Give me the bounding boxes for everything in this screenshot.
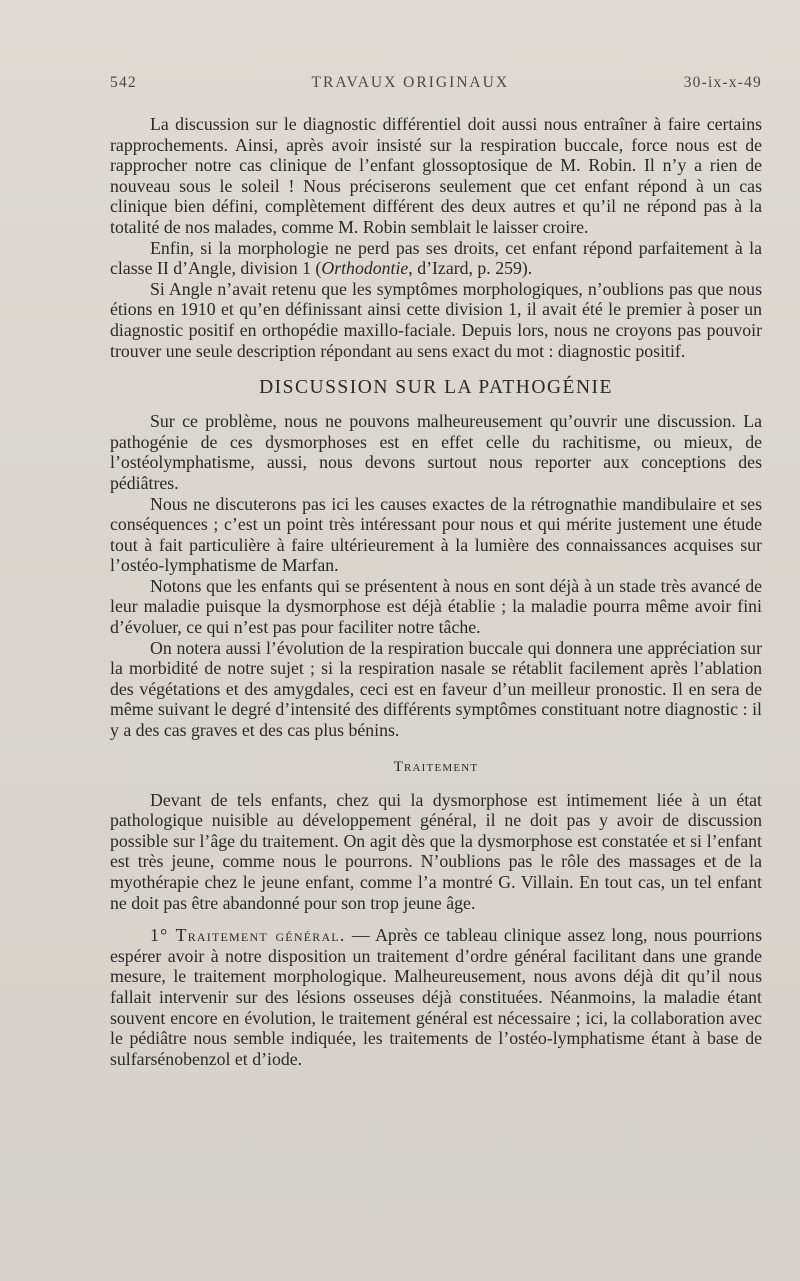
paragraph-pathogenie-2: Nous ne discuterons pas ici les causes exactes de la rétrognathie mandibulaire et ses conséquences ; c’est un point très intéressant pour nous et qui mérite justement une étude tout à fait particulière à faire ultérieurement à la lumière des connaissances acquises sur l’ostéo-lymphatisme de Marfan. xyxy=(110,493,762,576)
paragraph-pathogenie-4: On notera aussi l’évolution de la respiration buccale qui donnera une appréciation sur la morbidité de notre sujet ; si la respiration nasale se rétablit facilement après l’ablation des végétations et des amygdales, ceci est en faveur d’un meilleur pronostic. Il en sera de même suivant le degré d’intensité des différents symptômes constituant notre diagnostic : il y a des cas graves et des cas plus bénins. xyxy=(110,637,762,741)
paragraph-positive-diagnosis: Si Angle n’avait retenu que les symptômes morphologiques, n’oublions pas que nous étions en 1910 et qu’en définissant ainsi cette division 1, il avait été le premier à poser un diagnostic positif en orthopédie maxillo-faciale. Depuis lors, nous ne croyons pas pouvoir trouver une seule description répondant au sens exact du mot : diagnostic positif. xyxy=(110,278,762,361)
book-title: Orthodontie xyxy=(321,258,409,279)
paragraph-text: , d’Izard, p. 259). xyxy=(408,258,533,279)
paragraph-text: — Après ce tableau clinique assez long, nous pourrions espérer avoir à notre disposition un traitement d’ordre général facilitant dans une grande mesure, le traitement morphologique. Malheureusement, nous avons déjà dit qu’il nous fallait intervenir sur des lésions osseuses déjà constituées. Néanmoins, la maladie étant souvent encore en évolution, le traitement général est nécessaire ; ici, la collaboration avec le pédiâtre nous semble indiquée, les traitements de l’ostéo-lymphatisme étant à base de sulfarsénobenzol et d’iode. xyxy=(110,925,762,1069)
subsection-lead: 1° Traitement général. xyxy=(150,925,346,946)
paragraph-text: Enfin, si la morphologie ne perd pas ses droits, cet enfant répond parfaitement à la classe II d’Angle, division 1 ( xyxy=(110,237,762,279)
paragraph-pathogenie-3: Notons que les enfants qui se présentent à nous en sont déjà à un stade très avancé de leur maladie puisque la dysmorphose est déjà établie ; la maladie pourra même avoir fini d’évoluer, ce qui n’est pas pour faciliter notre tâche. xyxy=(110,575,762,638)
running-header xyxy=(110,74,762,96)
section-heading-traitement: Traitement xyxy=(393,758,479,775)
paragraph-differential-diagnosis: La discussion sur le diagnostic différentiel doit aussi nous entraîner à faire certains rapprochements. Ainsi, après avoir insisté sur la respiration buccale, force nous est de rapprocher notre cas clinique de l’enfant glossoptosique de M. Robin. Il n’y a rien de nouveau sous le soleil ! Nous préciserons seulement que cet enfant répond à un cas clinique bien défini, complètement différent des deux autres et qu’il ne répond pas à la totalité de nos malades, comme M. Robin semblait le laisser croire. xyxy=(110,114,762,237)
running-title: TRAVAUX ORIGINAUX xyxy=(311,74,510,91)
paragraph-pathogenie-1: Sur ce problème, nous ne pouvons malheureusement qu’ouvrir une discussion. La pathogénie de ces dysmorphoses est en effet celle du rachitisme, ou mieux, de l’ostéolymphatisme, aussi, nous devons surtout nous reporter aux conceptions des pédiâtres. xyxy=(110,411,762,493)
paragraph-traitement-general xyxy=(110,925,762,1069)
issue-date: 30-ix-x-49 xyxy=(683,74,762,91)
page-number: 542 xyxy=(110,74,137,91)
paragraph-traitement: Devant de tels enfants, chez qui la dysmorphose est intimement liée à un état pathologique nuisible au développement général, il ne doit pas y avoir de discussion possible sur l’âge du traitement. On agit dès que la dysmorphose est constatée et si l’enfant est très jeune, comme nous le pourrons. N’oublions pas le rôle des massages et de la myothérapie chez le jeune enfant, comme l’a montré G. Villain. En tout cas, un tel enfant ne doit pas être abandonné pour son trop jeune âge. xyxy=(110,789,762,913)
section-heading-pathogenie: DISCUSSION SUR LA PATHOGÉNIE xyxy=(259,377,613,399)
paragraph-angle-classification xyxy=(110,238,762,279)
paragraph-gap xyxy=(110,913,762,925)
